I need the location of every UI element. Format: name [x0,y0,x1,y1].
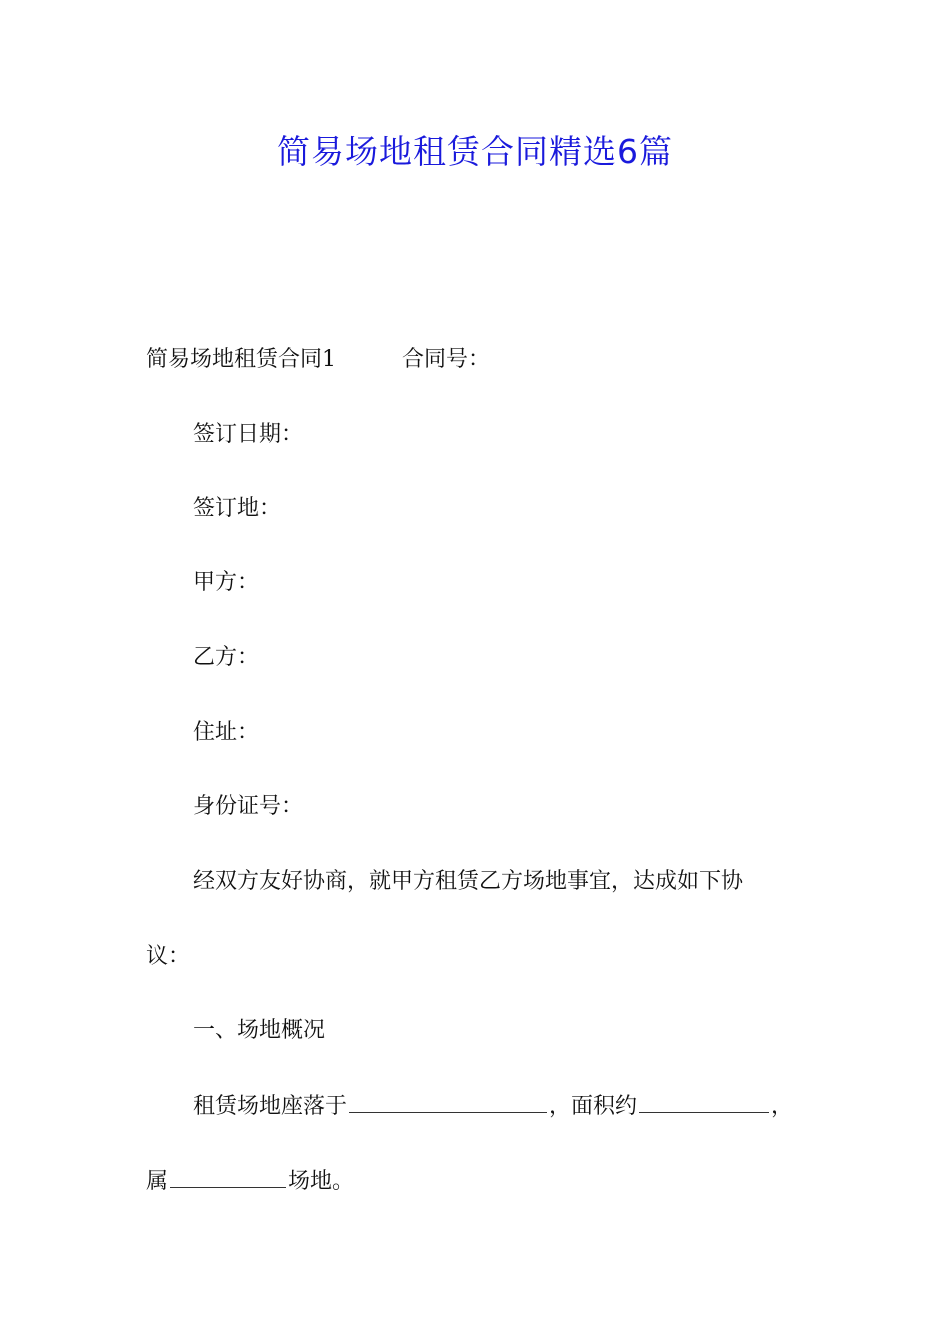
location-text: 租赁场地座落于 [193,1094,348,1119]
section1-paragraph2 [146,1165,354,1198]
document-title: 简易场地租赁合同精选6篇 [277,132,673,171]
address-label: 住址： [193,720,260,745]
sign-date-label: 签订日期： [193,422,304,447]
section1-paragraph1 [193,1090,793,1123]
party-b-label: 乙方： [193,645,260,670]
site-text: 场地。 [288,1169,355,1194]
intro-paragraph-line2: 议： [146,944,191,969]
type-blank [170,1165,286,1188]
area-blank [639,1090,769,1113]
intro-paragraph-line1: 经双方友好协商，就甲方租赁乙方场地事宜，达成如下协 [193,869,744,894]
sign-place-label: 签订地： [193,496,282,521]
comma-text: ， [771,1094,794,1119]
contract-heading-label: 简易场地租赁合同1 [146,347,336,372]
party-a-label: 甲方： [193,570,260,595]
contract-heading [146,344,336,376]
area-text: ，面积约 [549,1094,638,1119]
section1-title: 一、场地概况 [193,1018,326,1043]
belongs-text: 属 [146,1169,169,1194]
id-number-label: 身份证号： [193,794,304,819]
contract-number-label: 合同号： [402,347,491,372]
location-blank [349,1090,547,1113]
